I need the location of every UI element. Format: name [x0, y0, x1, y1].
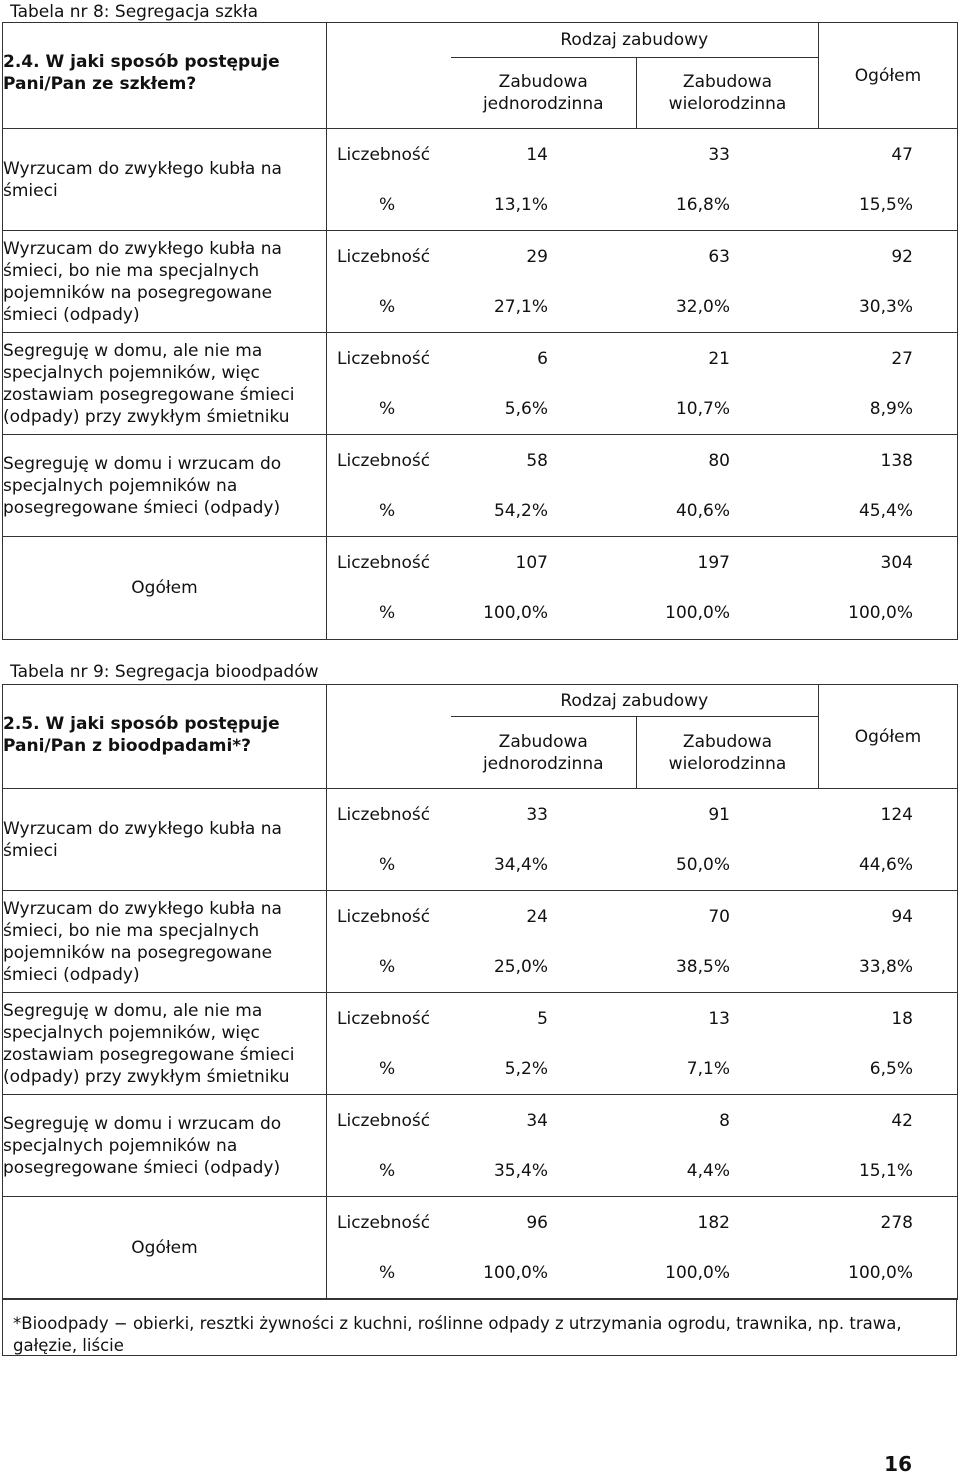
row-stats	[327, 789, 958, 891]
percent-label: %	[379, 603, 396, 623]
percent-label: %	[379, 194, 396, 215]
row-label: Segreguję w domu, ale nie ma specjalnych pojemników, więc zostawiam posegregowane śmieci (odpady) przy zwykłym śmietniku	[3, 333, 327, 435]
count-value: 63	[708, 246, 730, 267]
row-label: Segreguję w domu i wrzucam do specjalnych pojemników na posegregowane śmieci (odpady)	[3, 1095, 327, 1197]
count-label: Liczebność	[337, 1213, 431, 1233]
percent-value: 25,0%	[493, 956, 548, 977]
percent-value: 30,3%	[858, 296, 913, 317]
count-label: Liczebność	[337, 553, 431, 573]
count-value: 18	[891, 1008, 913, 1029]
count-label: Liczebność	[337, 1008, 431, 1029]
row-stats	[327, 435, 958, 537]
count-value: 5	[537, 1008, 548, 1029]
table9-question: 2.5. W jaki sposób postępuje Pani/Pan z bioodpadami*?	[3, 714, 280, 756]
count-value: 92	[891, 246, 913, 267]
percent-value: 44,6%	[858, 854, 913, 875]
table-row	[3, 333, 958, 435]
table9-question-header	[3, 685, 327, 789]
percent-value: 100,0%	[665, 1263, 730, 1283]
row-label: Ogółem	[3, 1197, 327, 1300]
table-row	[3, 537, 958, 640]
percent-value: 5,6%	[504, 398, 548, 419]
percent-label: %	[379, 500, 396, 521]
percent-value: 100,0%	[483, 603, 548, 623]
count-value: 13	[708, 1008, 730, 1029]
percent-value: 100,0%	[665, 603, 730, 623]
percent-value: 8,9%	[869, 398, 913, 419]
count-value: 197	[697, 553, 730, 573]
count-label: Liczebność	[337, 348, 431, 369]
count-value: 14	[526, 144, 548, 165]
count-value: 182	[697, 1213, 730, 1233]
table8-col2: Zabudowa wielorodzinna	[637, 58, 819, 129]
table-row	[3, 129, 958, 231]
percent-value: 40,6%	[675, 500, 730, 521]
count-value: 80	[708, 450, 730, 471]
row-stats	[327, 333, 958, 435]
table9-col-total: Ogółem	[819, 685, 958, 789]
count-value: 33	[708, 144, 730, 165]
percent-value: 13,1%	[493, 194, 548, 215]
percent-value: 100,0%	[483, 1263, 548, 1283]
percent-value: 35,4%	[493, 1160, 548, 1181]
count-value: 138	[880, 450, 913, 471]
table-row	[3, 231, 958, 333]
percent-value: 45,4%	[858, 500, 913, 521]
row-label: Segreguję w domu i wrzucam do specjalnych pojemników na posegregowane śmieci (odpady)	[3, 435, 327, 537]
table8-group-header: Rodzaj zabudowy	[451, 23, 819, 58]
percent-label: %	[379, 398, 396, 419]
row-label: Segreguję w domu, ale nie ma specjalnych pojemników, więc zostawiam posegregowane śmieci (odpady) przy zwykłym śmietniku	[3, 993, 327, 1095]
percent-label: %	[379, 854, 396, 875]
table8-caption: Tabela nr 8: Segregacja szkła	[10, 2, 258, 22]
percent-label: %	[379, 1263, 396, 1283]
count-value: 27	[891, 348, 913, 369]
row-stats	[327, 231, 958, 333]
count-value: 21	[708, 348, 730, 369]
count-label: Liczebność	[337, 144, 431, 165]
count-value: 8	[719, 1110, 730, 1131]
table8-col-total: Ogółem	[819, 23, 958, 129]
table9-group-header: Rodzaj zabudowy	[451, 685, 819, 717]
count-value: 124	[880, 804, 913, 825]
percent-value: 34,4%	[493, 854, 548, 875]
table-row	[3, 435, 958, 537]
row-label: Wyrzucam do zwykłego kubła na śmieci, bo nie ma specjalnych pojemników na posegregowane śmieci (odpady)	[3, 231, 327, 333]
percent-value: 27,1%	[493, 296, 548, 317]
row-label: Wyrzucam do zwykłego kubła na śmieci	[3, 129, 327, 231]
table8	[2, 22, 958, 640]
count-value: 47	[891, 144, 913, 165]
count-value: 96	[526, 1213, 548, 1233]
percent-value: 16,8%	[675, 194, 730, 215]
row-stats	[327, 891, 958, 993]
count-value: 29	[526, 246, 548, 267]
percent-value: 10,7%	[675, 398, 730, 419]
table9	[2, 684, 958, 1300]
percent-value: 100,0%	[848, 603, 913, 623]
table8-question: 2.4. W jaki sposób postępuje Pani/Pan ze szkłem?	[3, 52, 280, 94]
row-label: Wyrzucam do zwykłego kubła na śmieci, bo nie ma specjalnych pojemników na posegregowane śmieci (odpady)	[3, 891, 327, 993]
count-label: Liczebność	[337, 906, 431, 927]
percent-value: 38,5%	[675, 956, 730, 977]
count-value: 278	[880, 1213, 913, 1233]
table-row	[3, 789, 958, 891]
percent-label: %	[379, 296, 396, 317]
page-number: 16	[884, 1452, 912, 1476]
table8-col1: Zabudowa jednorodzinna	[451, 58, 637, 129]
table9-col2: Zabudowa wielorodzinna	[637, 717, 819, 789]
count-value: 24	[526, 906, 548, 927]
count-value: 91	[708, 804, 730, 825]
row-stats	[327, 129, 958, 231]
row-stats	[327, 993, 958, 1095]
percent-value: 4,4%	[686, 1160, 730, 1181]
count-value: 6	[537, 348, 548, 369]
table8-question-header	[3, 23, 327, 129]
count-value: 58	[526, 450, 548, 471]
count-label: Liczebność	[337, 450, 431, 471]
table-row	[3, 993, 958, 1095]
count-value: 33	[526, 804, 548, 825]
count-value: 107	[515, 553, 548, 573]
row-label: Wyrzucam do zwykłego kubła na śmieci	[3, 789, 327, 891]
percent-label: %	[379, 1058, 396, 1079]
percent-value: 7,1%	[686, 1058, 730, 1079]
count-value: 94	[891, 906, 913, 927]
table9-col1: Zabudowa jednorodzinna	[451, 717, 637, 789]
count-label: Liczebność	[337, 1110, 431, 1131]
table-row	[3, 891, 958, 993]
percent-label: %	[379, 956, 396, 977]
row-label: Ogółem	[3, 537, 327, 640]
row-stats	[327, 537, 958, 640]
percent-value: 54,2%	[493, 500, 548, 521]
table-row	[3, 1095, 958, 1197]
count-label: Liczebność	[337, 804, 431, 825]
percent-label: %	[379, 1160, 396, 1181]
table9-footnote: *Bioodpady − obierki, resztki żywności z kuchni, roślinne odpady z utrzymania ogrodu, trawnika, np. trawa, gałęzie, liście	[2, 1298, 957, 1356]
percent-value: 6,5%	[869, 1058, 913, 1079]
percent-value: 15,5%	[858, 194, 913, 215]
table-row	[3, 1197, 958, 1300]
count-value: 42	[891, 1110, 913, 1131]
percent-value: 32,0%	[675, 296, 730, 317]
count-value: 70	[708, 906, 730, 927]
percent-value: 5,2%	[504, 1058, 548, 1079]
count-value: 34	[526, 1110, 548, 1131]
table9-caption: Tabela nr 9: Segregacja bioodpadów	[10, 662, 319, 682]
row-stats	[327, 1197, 958, 1300]
percent-value: 33,8%	[858, 956, 913, 977]
percent-value: 50,0%	[675, 854, 730, 875]
percent-value: 15,1%	[858, 1160, 913, 1181]
row-stats	[327, 1095, 958, 1197]
percent-value: 100,0%	[848, 1263, 913, 1283]
count-value: 304	[880, 553, 913, 573]
count-label: Liczebność	[337, 246, 431, 267]
